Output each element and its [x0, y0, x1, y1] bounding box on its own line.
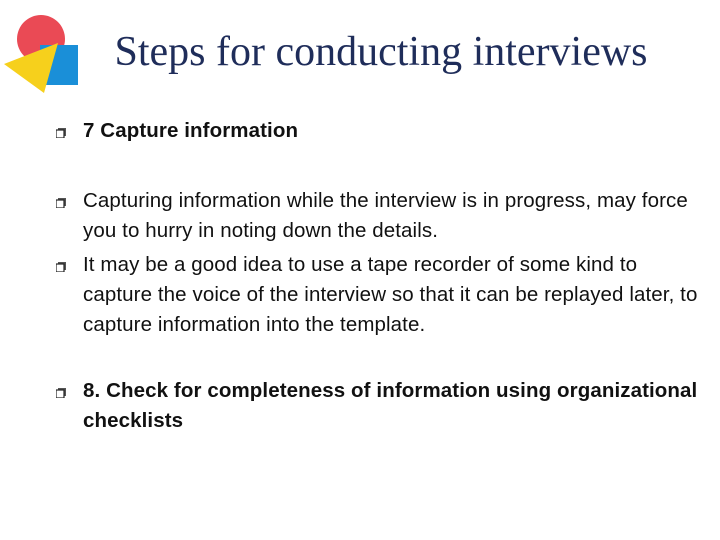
bullet-text: It may be a good idea to use a tape recorder of some kind to capture the voice of the interview so that it can be replayed later, to capture information into the template.: [83, 253, 698, 336]
checkbox-bullet-icon: [56, 262, 66, 272]
bullet-text: 8. Check for completeness of information using organizational checklists: [83, 379, 698, 432]
checkbox-bullet-icon: [56, 388, 66, 398]
checkbox-bullet-icon: [56, 198, 66, 208]
checkbox-bullet-icon: [56, 128, 66, 138]
bullet-text: Capturing information while the interview is in progress, may force you to hurry in noting down the details.: [83, 189, 688, 242]
slide-title: Steps for conducting interviews: [114, 29, 648, 75]
bullet-text: 7 Capture information: [83, 119, 299, 142]
